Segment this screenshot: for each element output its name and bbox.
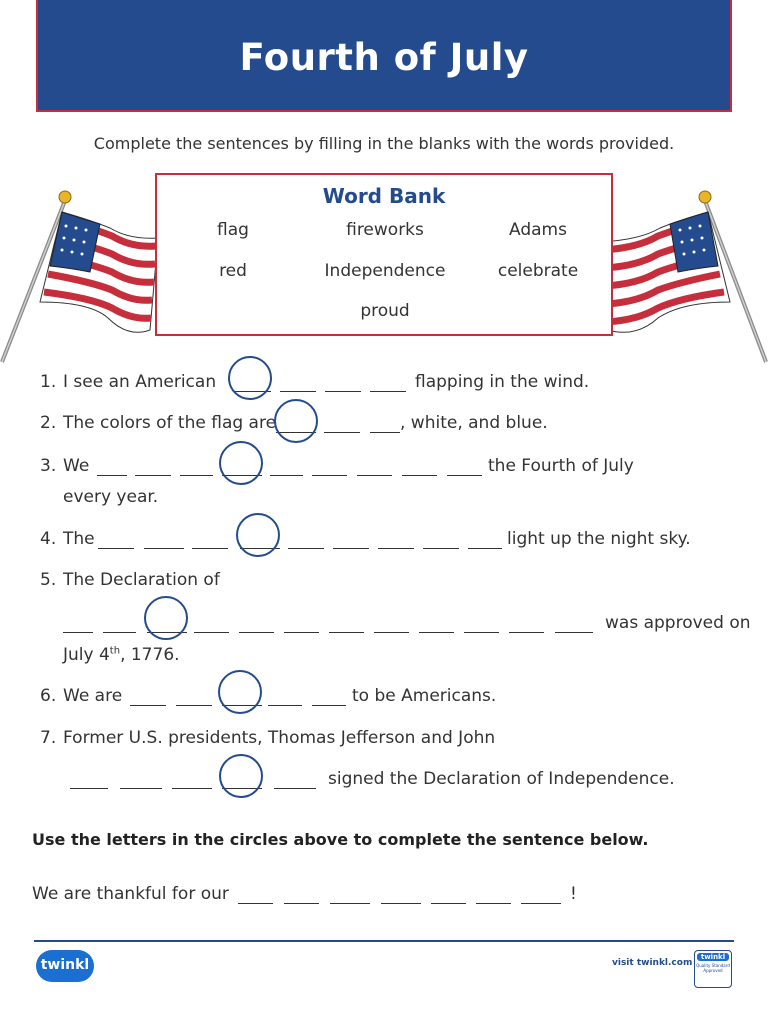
sentence-text: The colors of the flag are xyxy=(63,413,277,433)
sentence-number: 5. xyxy=(40,570,57,590)
letter-blank[interactable] xyxy=(172,788,212,789)
quality-badge xyxy=(694,950,732,988)
sentence-text: We are xyxy=(63,686,123,706)
word-bank-item: fireworks xyxy=(346,220,424,240)
right-flag-icon xyxy=(596,190,768,365)
letter-blank[interactable] xyxy=(238,903,273,904)
letter-blank[interactable] xyxy=(135,475,171,476)
letter-blank[interactable] xyxy=(447,475,482,476)
final-instruction: Use the letters in the circles above to complete the sentence below. xyxy=(32,830,649,849)
letter-blank[interactable] xyxy=(194,632,229,633)
answer-circle xyxy=(219,754,263,798)
letter-blank[interactable] xyxy=(370,391,406,392)
word-bank-item: Adams xyxy=(509,220,567,240)
sentence-date: July 4th, 1776. xyxy=(63,645,180,665)
word-bank xyxy=(155,173,613,336)
answer-circle xyxy=(228,356,272,400)
sentence-text: signed the Declaration of Independence. xyxy=(328,769,675,789)
letter-blank[interactable] xyxy=(176,705,212,706)
letter-blank[interactable] xyxy=(144,548,184,549)
letter-blank[interactable] xyxy=(63,632,93,633)
letter-blank[interactable] xyxy=(423,548,459,549)
letter-blank[interactable] xyxy=(381,903,421,904)
letter-blank[interactable] xyxy=(374,632,409,633)
letter-blank[interactable] xyxy=(274,788,316,789)
letter-blank[interactable] xyxy=(97,475,127,476)
sentence-text: light up the night sky. xyxy=(507,529,691,549)
letter-blank[interactable] xyxy=(476,903,511,904)
sentence-text: The Declaration of xyxy=(63,570,220,590)
letter-blank[interactable] xyxy=(270,475,303,476)
letter-blank[interactable] xyxy=(192,548,228,549)
word-bank-item: flag xyxy=(217,220,249,240)
letter-blank[interactable] xyxy=(312,705,346,706)
letter-blank[interactable] xyxy=(324,432,360,433)
letter-blank[interactable] xyxy=(239,632,274,633)
letter-blank[interactable] xyxy=(419,632,454,633)
sentence-text: every year. xyxy=(63,487,159,507)
sentence-text: flapping in the wind. xyxy=(415,372,590,392)
footer-divider xyxy=(34,940,734,942)
sentence-number: 2. xyxy=(40,413,57,433)
sentence-number: 6. xyxy=(40,686,57,706)
sentence-text: Former U.S. presidents, Thomas Jefferson and John xyxy=(63,728,496,748)
letter-blank[interactable] xyxy=(284,903,319,904)
letter-blank[interactable] xyxy=(555,632,593,633)
answer-circle xyxy=(144,596,188,640)
letter-blank[interactable] xyxy=(98,548,134,549)
letter-blank[interactable] xyxy=(268,705,302,706)
sentence-text: to be Americans. xyxy=(352,686,497,706)
letter-blank[interactable] xyxy=(330,903,370,904)
letter-blank[interactable] xyxy=(329,632,364,633)
sentence-text: the Fourth of July xyxy=(488,456,634,476)
letter-blank[interactable] xyxy=(468,548,502,549)
twinkl-logo[interactable]: twinkl xyxy=(36,950,94,982)
letter-blank[interactable] xyxy=(357,475,392,476)
letter-blank[interactable] xyxy=(431,903,466,904)
letter-blank[interactable] xyxy=(370,432,400,433)
page-title: Fourth of July xyxy=(239,36,529,79)
sentence-text: We xyxy=(63,456,90,476)
answer-circle xyxy=(218,670,262,714)
word-bank-item: celebrate xyxy=(497,261,579,281)
letter-blank[interactable] xyxy=(378,548,414,549)
word-bank-item: Independence xyxy=(324,261,446,281)
answer-circle xyxy=(236,513,280,557)
answer-circle xyxy=(219,441,263,485)
letter-blank[interactable] xyxy=(280,391,316,392)
letter-blank[interactable] xyxy=(521,903,561,904)
letter-blank[interactable] xyxy=(70,788,108,789)
final-exclamation: ! xyxy=(570,884,577,904)
title-banner xyxy=(36,0,732,112)
letter-blank[interactable] xyxy=(130,705,166,706)
left-flag-icon xyxy=(0,190,160,365)
letter-blank[interactable] xyxy=(288,548,324,549)
sentence-number: 3. xyxy=(40,456,57,476)
letter-blank[interactable] xyxy=(120,788,162,789)
answer-circle xyxy=(274,399,318,443)
visit-link[interactable]: visit twinkl.com xyxy=(612,958,693,968)
letter-blank[interactable] xyxy=(284,632,319,633)
letter-blank[interactable] xyxy=(464,632,499,633)
sentence-text: was approved on xyxy=(605,613,751,633)
sentence-number: 4. xyxy=(40,529,57,549)
letter-blank[interactable] xyxy=(325,391,361,392)
badge-subtitle: Quality Standard Approved xyxy=(696,963,730,973)
word-bank-title: Word Bank xyxy=(322,184,446,208)
sentence-number: 7. xyxy=(40,728,57,748)
letter-blank[interactable] xyxy=(312,475,347,476)
sentence-text: The xyxy=(63,529,95,549)
sentence-text: , white, and blue. xyxy=(400,413,548,433)
letter-blank[interactable] xyxy=(103,632,136,633)
letter-blank[interactable] xyxy=(509,632,544,633)
letter-blank[interactable] xyxy=(402,475,437,476)
word-bank-item: red xyxy=(219,261,247,281)
instructions: Complete the sentences by filling in the blanks with the words provided. xyxy=(93,134,675,153)
word-bank-item: proud xyxy=(360,301,410,321)
final-sentence: We are thankful for our xyxy=(32,884,229,904)
sentence-number: 1. xyxy=(40,372,57,392)
letter-blank[interactable] xyxy=(180,475,213,476)
badge-title: twinkl xyxy=(697,953,729,961)
sentence-text: I see an American xyxy=(63,372,217,392)
letter-blank[interactable] xyxy=(333,548,369,549)
